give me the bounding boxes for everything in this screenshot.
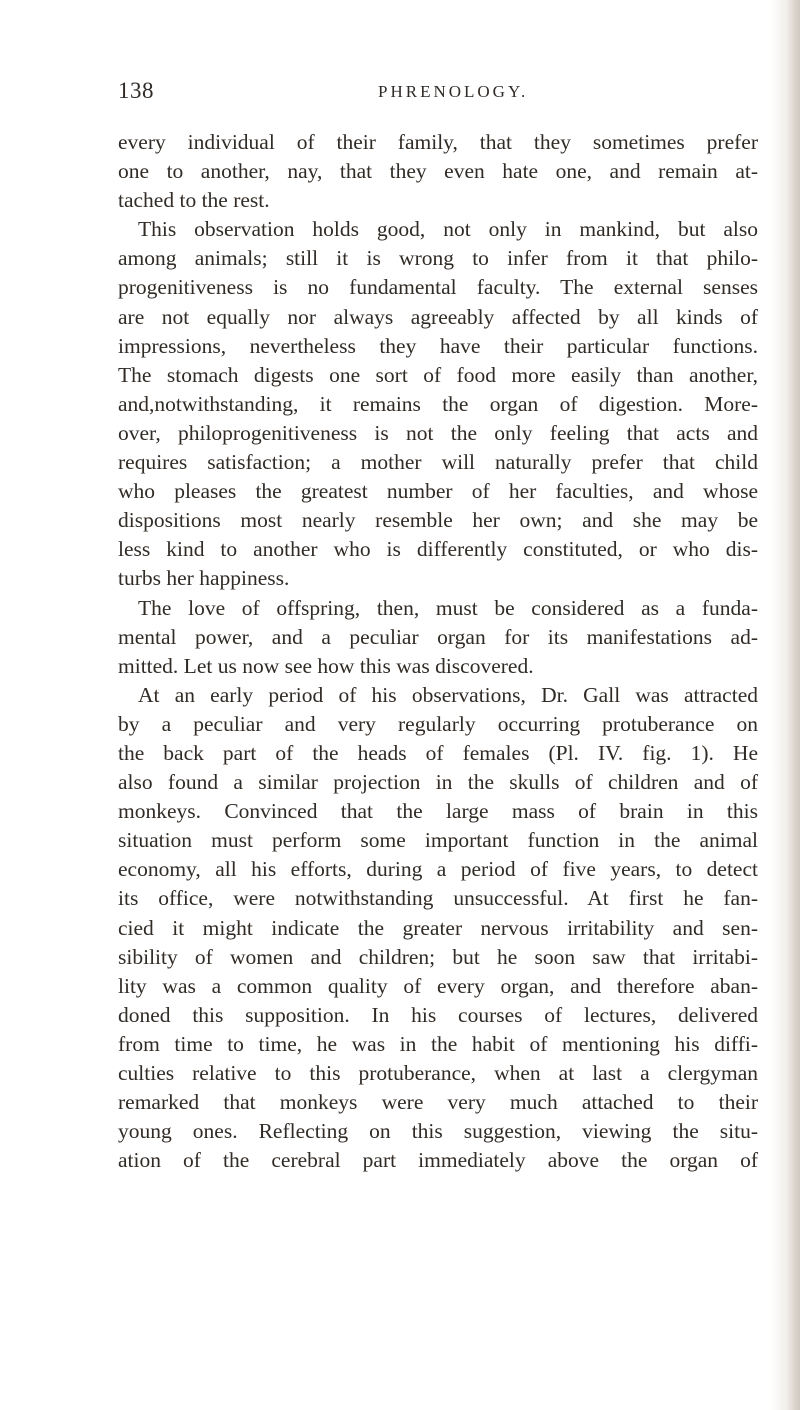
text-line: from time to time, he was in the habit of mentioning his diffi- (118, 1031, 758, 1056)
text-line: young ones. Reflecting on this suggestion, viewing the situ- (118, 1119, 758, 1144)
text-line: over, philoprogenitiveness is not the only feeling that acts and (118, 420, 758, 445)
text-line: less kind to another who is differently constituted, or who dis- (118, 537, 758, 562)
page-number: 138 (118, 78, 154, 103)
text-line: lity was a common quality of every organ, and therefore aban- (118, 973, 758, 998)
page-edge-shadow (786, 0, 800, 1410)
text-line: requires satisfaction; a mother will naturally prefer that child (118, 450, 758, 475)
text-line: among animals; still it is wrong to infer from it that philo- (118, 246, 758, 271)
text-line: The stomach digests one sort of food more easily than another, (118, 362, 758, 387)
text-line: This observation holds good, not only in mankind, but also (138, 217, 758, 242)
text-line: tached to the rest. (118, 188, 270, 213)
text-line: At an early period of his observations, Dr. Gall was attracted (138, 682, 758, 707)
text-line: cied it might indicate the greater nervous irritability and sen- (118, 915, 758, 940)
text-line: who pleases the greatest number of her faculties, and whose (118, 479, 758, 504)
body-text (118, 128, 758, 1175)
text-line: the back part of the heads of females (Pl. IV. fig. 1). He (118, 740, 758, 765)
text-line: also found a similar projection in the skulls of children and of (118, 770, 758, 795)
text-line: The love of offspring, then, must be considered as a funda- (138, 595, 758, 620)
text-line: every individual of their family, that they sometimes prefer (118, 130, 758, 154)
page-header (118, 78, 718, 108)
text-line: doned this supposition. In his courses of lectures, delivered (118, 1002, 758, 1027)
text-line: and,notwithstanding, it remains the organ of digestion. More- (118, 391, 758, 416)
text-line: situation must perform some important function in the animal (118, 828, 758, 853)
text-line: mitted. Let us now see how this was discovered. (118, 653, 534, 678)
text-line: progenitiveness is no fundamental faculty. The external senses (118, 275, 758, 300)
text-line: mental power, and a peculiar organ for its manifestations ad- (118, 624, 758, 649)
text-line: culties relative to this protuberance, when at last a clergyman (118, 1061, 758, 1085)
text-line: impressions, nevertheless they have their particular functions. (118, 333, 758, 358)
text-line: sibility of women and children; but he soon saw that irritabi- (118, 944, 758, 969)
running-head: PHRENOLOGY. (378, 82, 529, 101)
text-line: one to another, nay, that they even hate one, and remain at- (118, 159, 758, 184)
text-line: remarked that monkeys were very much attached to their (118, 1090, 758, 1115)
text-line: economy, all his efforts, during a period of five years, to detect (118, 857, 758, 882)
text-line: turbs her happiness. (118, 566, 290, 591)
text-line: by a peculiar and very regularly occurring protuberance on (118, 711, 758, 736)
text-line: its office, were notwithstanding unsuccessful. At first he fan- (118, 886, 758, 911)
text-line: dispositions most nearly resemble her own; and she may be (118, 508, 758, 533)
text-line: are not equally nor always agreeably affected by all kinds of (118, 304, 758, 329)
text-line: monkeys. Convinced that the large mass of brain in this (118, 799, 758, 824)
text-line: ation of the cerebral part immediately above the organ of (118, 1148, 758, 1173)
